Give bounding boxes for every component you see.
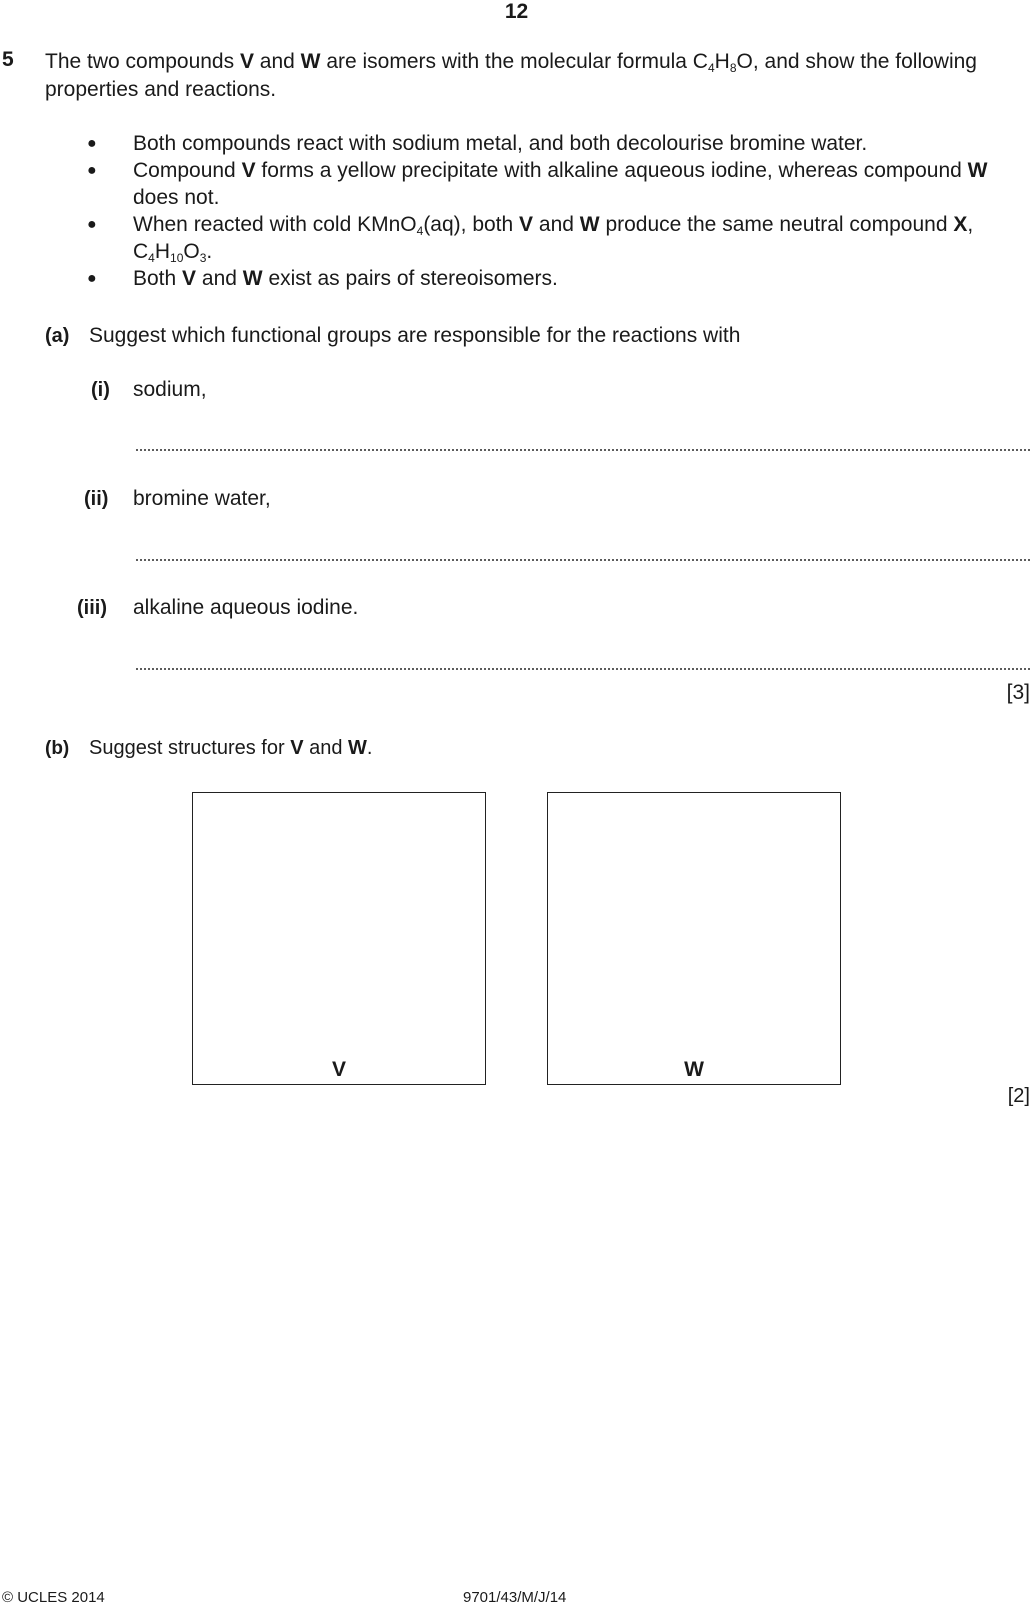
box-label-w: W [684,1058,704,1081]
part-a-iii-label: (iii) [77,597,107,619]
bullet-icon: ● [87,216,97,233]
list-item: ● When reacted with cold KMnO$_4$(aq), both V and W produce the same neutral compound X, $C_4H_{10}O_3$. [87,213,974,265]
part-a-label: (a) [45,325,70,347]
list-item: ● Compound V forms a yellow precipitate with alkaline aqueous iodine, whereas compound W does not. [87,159,988,209]
bullet-icon: ● [87,135,97,152]
answer-line-iii[interactable] [135,668,1030,670]
answer-box-v[interactable] [192,792,486,1085]
footer-code: 9701/43/M/J/14 [463,1589,567,1606]
answer-box-w[interactable] [547,792,841,1085]
answer-line-i[interactable] [135,449,1030,451]
part-a-i-label: (i) [91,379,110,401]
part-a-iii-text: alkaline aqueous iodine. [133,596,359,619]
box-label-v: V [331,1058,346,1081]
bullet-icon: ● [87,162,97,179]
part-a-marks: [3] [1006,681,1030,704]
part-a-text: Suggest which functional groups are responsible for the reactions with [89,324,741,347]
list-item: ● Both V and W exist as pairs of stereoisomers. [87,267,558,290]
question-number: 5 [2,48,14,71]
part-a-i-text: sodium, [133,378,207,401]
page-number: 12 [504,0,529,23]
part-b-marks: [2] [1007,1085,1030,1107]
list-item: ● Both compounds react with sodium metal, and both decolourise bromine water. [87,132,868,155]
property-list [45,130,1033,292]
part-a-ii-label: (ii) [84,488,109,510]
answer-line-ii[interactable] [135,559,1030,561]
question-intro: The two compounds V and W are isomers with the molecular formula $C_4H_8O$, and show the following properties and reactions. [45,50,977,101]
bullet-icon: ● [87,270,97,287]
footer-copyright: © UCLES 2014 [2,1589,105,1606]
part-b-text: Suggest structures for V and W. [89,737,373,759]
part-a-ii-text: bromine water, [133,487,271,510]
part-b-label: (b) [45,738,70,759]
